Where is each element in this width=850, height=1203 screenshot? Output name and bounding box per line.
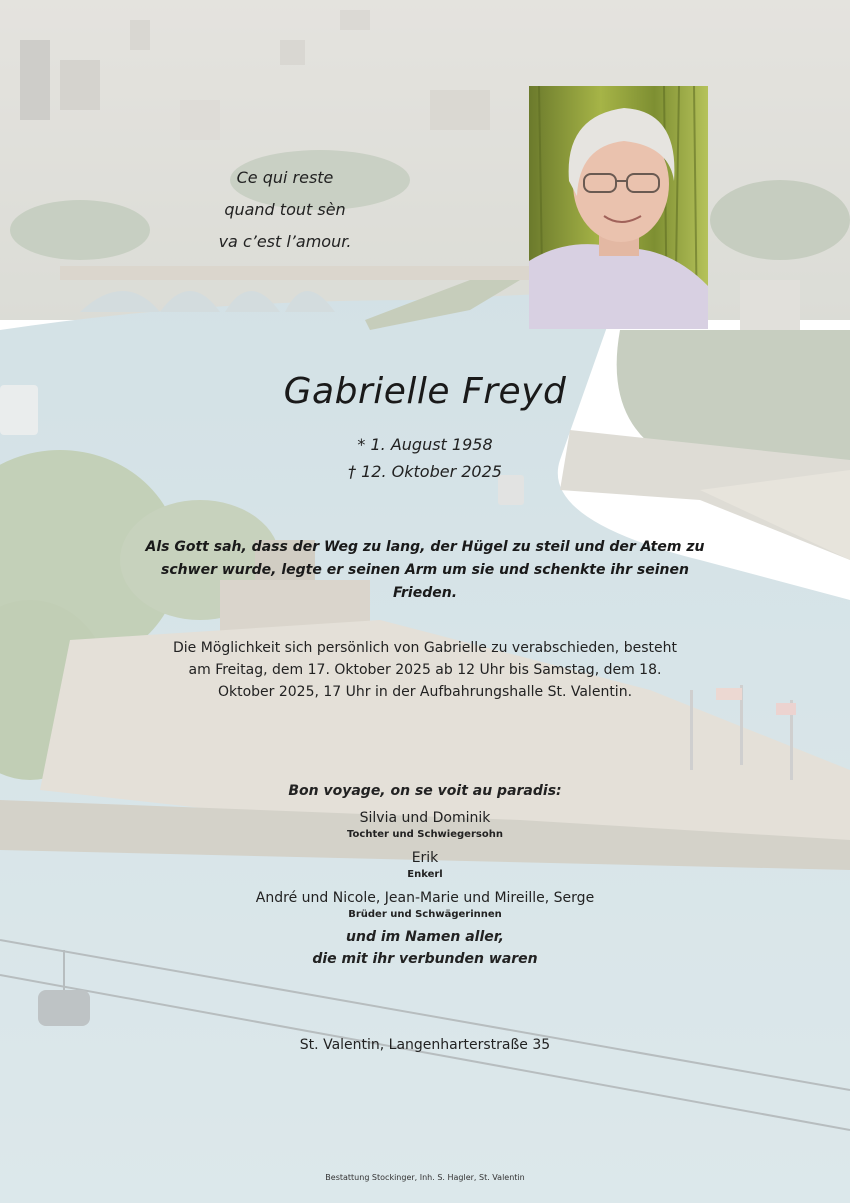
- address: St. Valentin, Langenharterstraße 35: [299, 1037, 551, 1053]
- signature-heading: Bon voyage, on se voit au paradis:: [288, 783, 562, 799]
- mourner-relation: Tochter und Schwiegersohn: [347, 829, 503, 840]
- death-date: 12. Oktober 2025: [361, 462, 502, 481]
- mourner-names: Erik: [411, 850, 439, 866]
- birth-symbol: *: [357, 435, 366, 454]
- memorial-quote: [185, 162, 385, 258]
- closing-line: und im Namen aller,: [346, 929, 504, 945]
- quote-line: quand tout sèn: [224, 200, 346, 219]
- quote-line: va c’est l’amour.: [218, 232, 352, 251]
- mourner-relation: Brüder und Schwägerinnen: [348, 909, 502, 920]
- life-dates: [0, 431, 850, 485]
- signature-closing: [0, 926, 850, 970]
- portrait-photo: [529, 86, 708, 329]
- mourner-names: Silvia und Dominik: [359, 810, 491, 826]
- closing-line: die mit ihr verbunden waren: [312, 951, 538, 967]
- funeral-home-footer: Bestattung Stockinger, Inh. S. Hagler, St. Valentin: [325, 1173, 525, 1182]
- birth-date: 1. August 1958: [370, 435, 493, 454]
- quote-line: Ce qui reste: [236, 168, 334, 187]
- mourner-relation: Enkerl: [407, 869, 443, 880]
- death-symbol: †: [348, 462, 357, 481]
- memorial-verse: Als Gott sah, dass der Weg zu lang, der Hügel zu steil und der Atem zu schwer wurde, legte er seinen Arm um sie und schenkte ihr seinen Frieden.: [145, 539, 705, 601]
- mourner-names: André und Nicole, Jean-Marie und Mireille, Serge: [255, 890, 595, 906]
- farewell-notice: Die Möglichkeit sich persönlich von Gabrielle zu verabschieden, besteht am Freitag, dem 17. Oktober 2025 ab 12 Uhr bis Samstag, dem 18. Oktober 2025, 17 Uhr in der Aufbahrungshalle St. Valentin.: [173, 640, 677, 700]
- mourners-signature: [0, 780, 850, 970]
- deceased-name: Gabrielle Freyd: [283, 371, 567, 412]
